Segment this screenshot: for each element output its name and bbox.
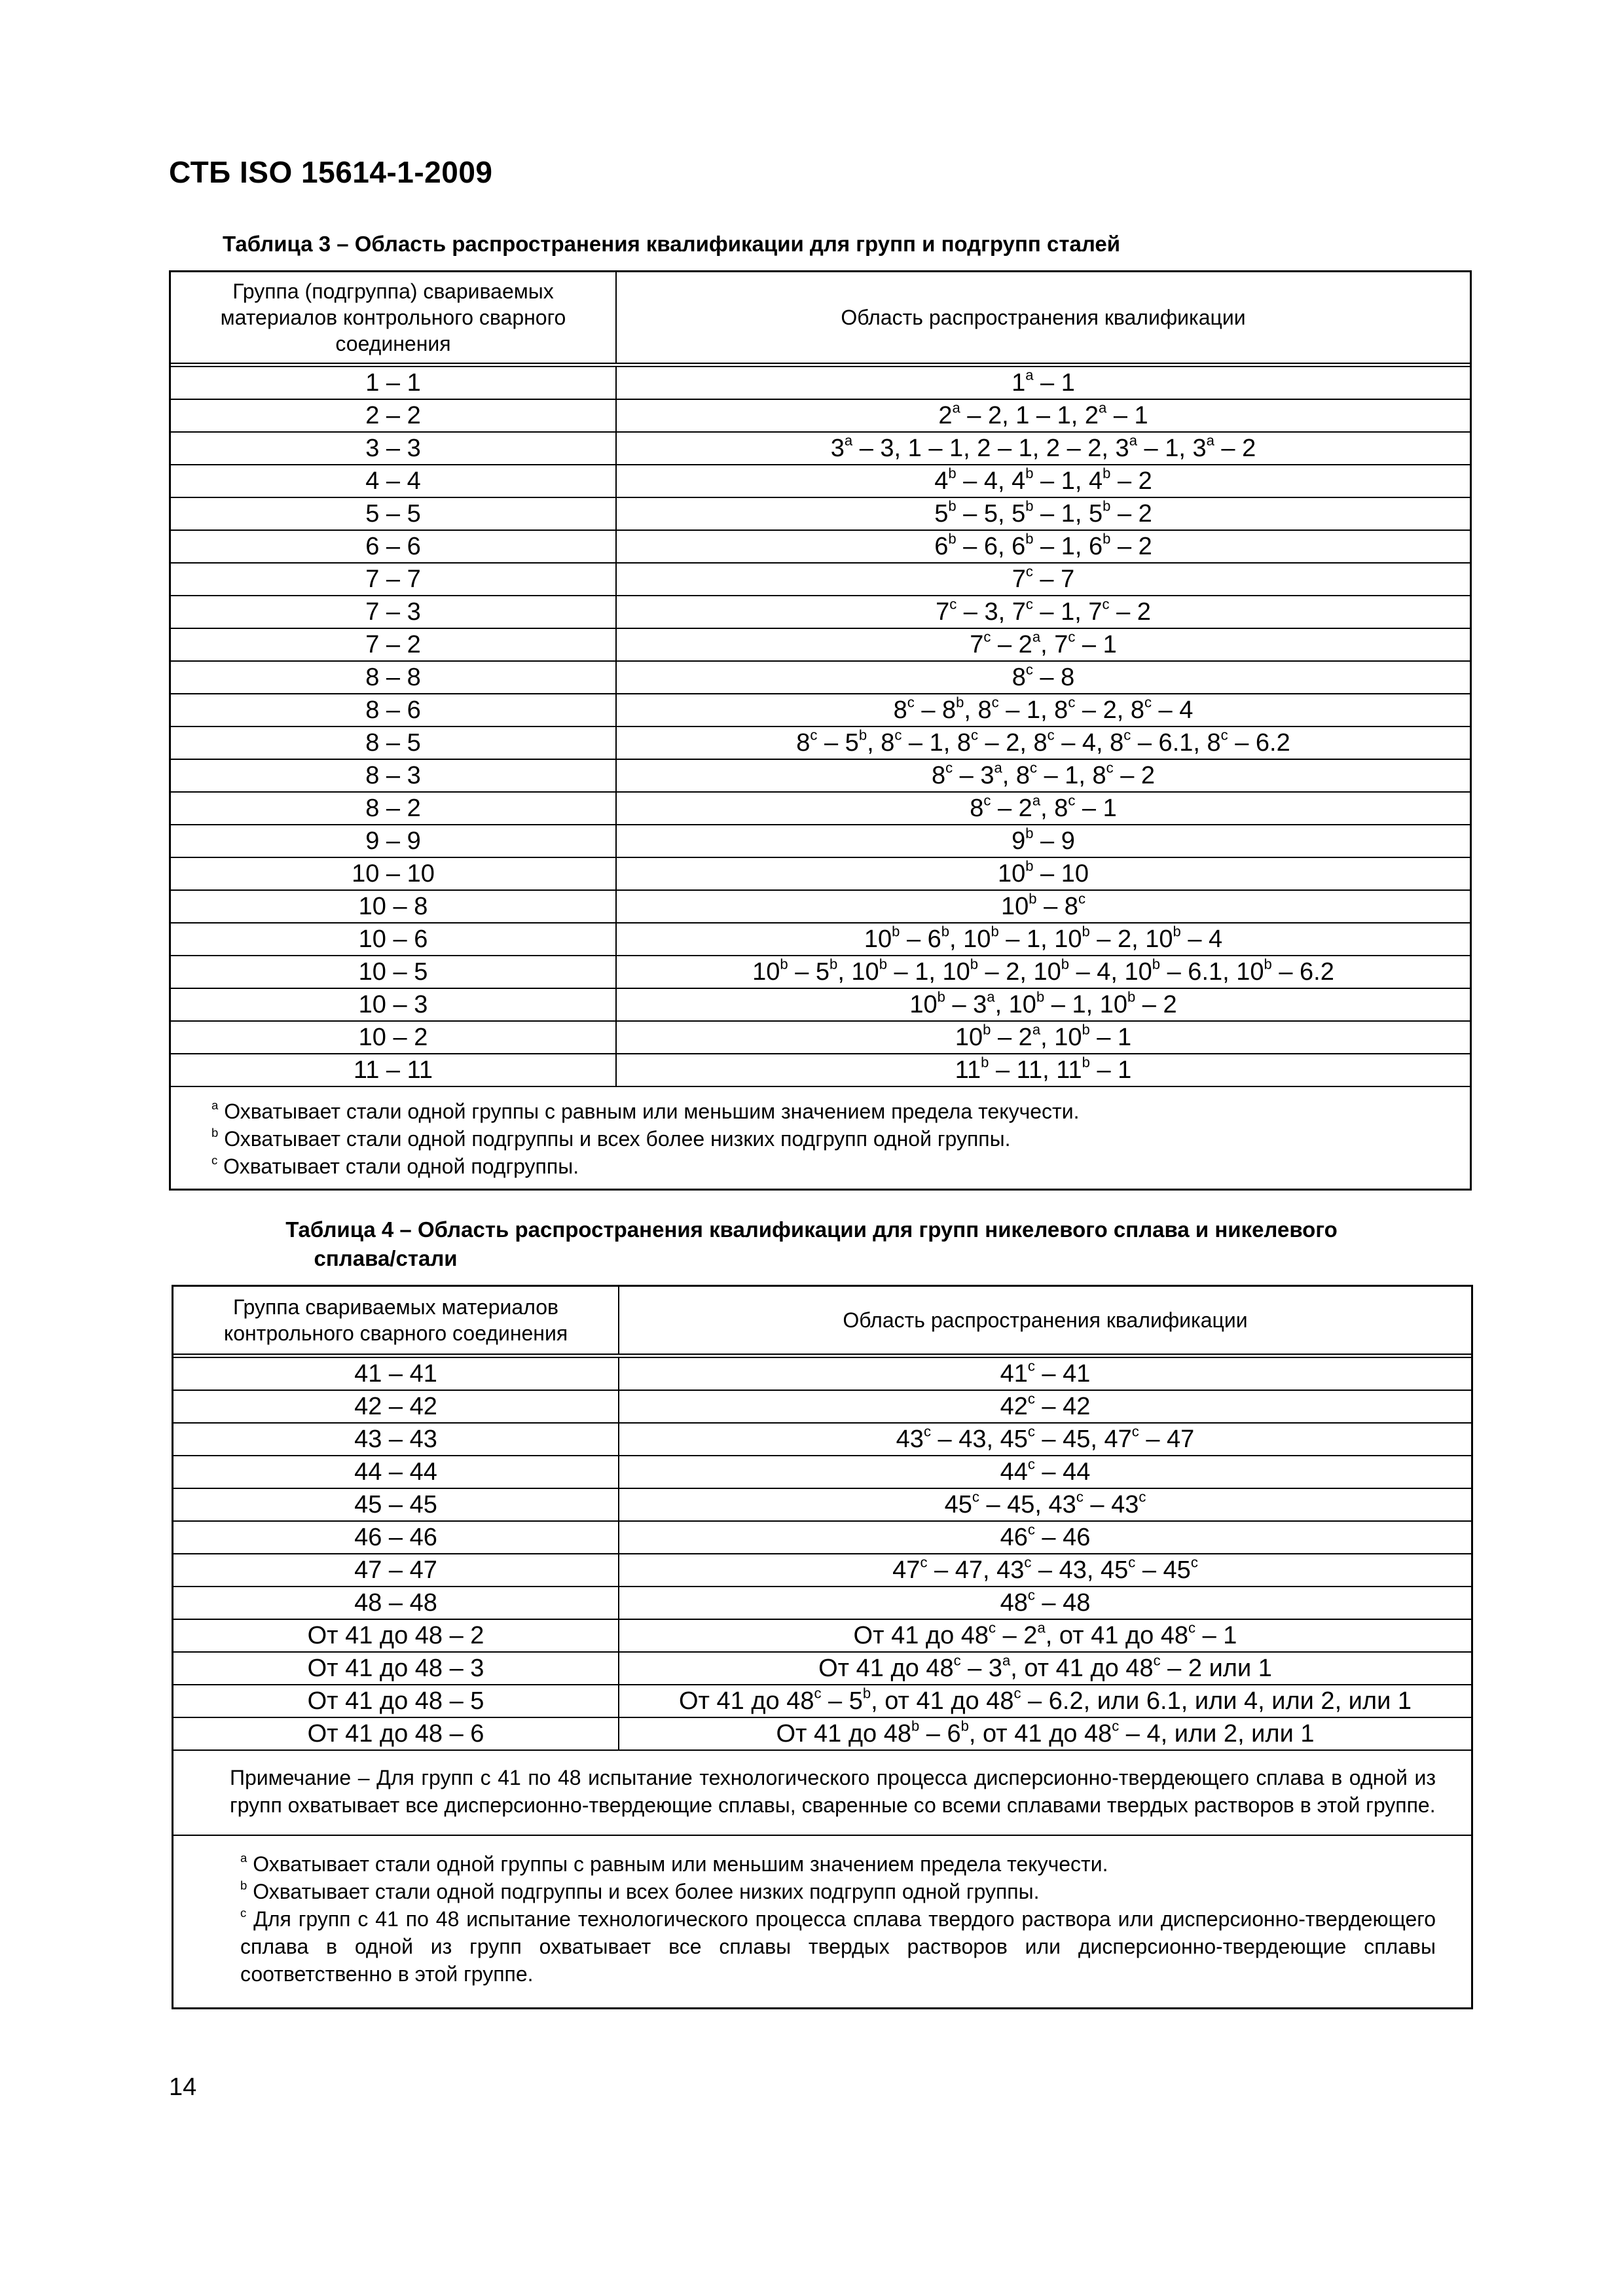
table-row xyxy=(173,1652,1471,1685)
group-cell: 7 – 7 xyxy=(171,563,616,596)
footnote: $^a$ Охватывает стали одной группы с равным или меньшим значением предела текучести. xyxy=(240,1851,1108,1876)
group-cell: 10 – 6 xyxy=(171,923,616,956)
table-row xyxy=(171,759,1470,792)
range-cell: 8$^c$ – 3$^a$, 8$^c$ – 1, 8$^c$ – 2 xyxy=(616,759,1470,792)
range-cell: 7$^c$ – 7 xyxy=(616,563,1470,596)
table4-col2-header: Область распространения квалификации xyxy=(619,1287,1471,1356)
range-cell: 43$^c$ – 43, 45$^c$ – 45, 47$^c$ – 47 xyxy=(619,1423,1471,1456)
footnote: $^a$ Охватывает стали одной группы с равным или меньшим значением предела текучести. xyxy=(211,1098,1080,1123)
table4-note: Примечание – Для групп с 41 по 48 испытание технологического процесса дисперсионно-твердеющего сплава в одной из групп охватывает все дисперсионно-твердеющие сплавы, сваренные со всеми сплавами твердых растворов в этой группе. xyxy=(173,1751,1471,1836)
table-row xyxy=(171,563,1470,596)
table-row xyxy=(171,596,1470,628)
range-cell: 10$^b$ – 6$^b$, 10$^b$ – 1, 10$^b$ – 2, 10$^b$ – 4 xyxy=(616,923,1470,956)
group-cell: От 41 до 48 – 2 xyxy=(173,1619,619,1652)
table3-footnotes xyxy=(171,1087,1470,1193)
range-cell: 8$^c$ – 8 xyxy=(616,661,1470,694)
group-cell: 11 – 11 xyxy=(171,1054,616,1086)
group-cell: 3 – 3 xyxy=(171,432,616,465)
group-cell: 10 – 10 xyxy=(171,857,616,890)
table-row xyxy=(173,1456,1471,1488)
table4-caption xyxy=(0,1215,1623,1273)
table-row xyxy=(171,1021,1470,1054)
range-cell: 11$^b$ – 11, 11$^b$ – 1 xyxy=(616,1054,1470,1086)
group-cell: 10 – 8 xyxy=(171,890,616,923)
group-cell: 5 – 5 xyxy=(171,497,616,530)
table-row xyxy=(171,857,1470,890)
group-cell: 47 – 47 xyxy=(173,1554,619,1587)
group-cell: 8 – 8 xyxy=(171,661,616,694)
group-cell: 6 – 6 xyxy=(171,530,616,563)
table-row xyxy=(171,399,1470,432)
group-cell: 9 – 9 xyxy=(171,825,616,857)
group-cell: 8 – 6 xyxy=(171,694,616,726)
range-cell: 44$^c$ – 44 xyxy=(619,1456,1471,1488)
table4-caption-line1: Таблица 4 – Область распространения квалификации для групп никелевого сплава и никелевого xyxy=(285,1217,1338,1242)
range-cell: 42$^c$ – 42 xyxy=(619,1390,1471,1423)
table-row xyxy=(171,530,1470,563)
range-cell: 8$^c$ – 5$^b$, 8$^c$ – 1, 8$^c$ – 2, 8$^c$ – 4, 8$^c$ – 6.1, 8$^c$ – 6.2 xyxy=(616,726,1470,759)
table-row xyxy=(173,1554,1471,1587)
group-cell: 42 – 42 xyxy=(173,1390,619,1423)
range-cell: 41$^c$ – 41 xyxy=(619,1356,1471,1391)
range-cell: 10$^b$ – 8$^c$ xyxy=(616,890,1470,923)
group-cell: 10 – 2 xyxy=(171,1021,616,1054)
table-row xyxy=(171,956,1470,988)
table-row xyxy=(171,792,1470,825)
range-cell: 45$^c$ – 45, 43$^c$ – 43$^c$ xyxy=(619,1488,1471,1521)
group-cell: 44 – 44 xyxy=(173,1456,619,1488)
table-row xyxy=(171,365,1470,400)
table3-col1-header: Группа (подгруппа) свариваемых материалов контрольного сварного соединения xyxy=(171,272,616,365)
range-cell: 3$^a$ – 3, 1 – 1, 2 – 1, 2 – 2, 3$^a$ – 1, 3$^a$ – 2 xyxy=(616,432,1470,465)
table-row xyxy=(171,825,1470,857)
table-row xyxy=(171,432,1470,465)
footnote: $^c$ Охватывает стали одной подгруппы. xyxy=(211,1153,579,1178)
range-cell: 1$^a$ – 1 xyxy=(616,365,1470,400)
table3-caption: Таблица 3 – Область распространения квалификации для групп и подгрупп сталей xyxy=(223,232,1121,256)
range-cell: От 41 до 48$^b$ – 6$^b$, от 41 до 48$^c$ – 4, или 2, или 1 xyxy=(619,1717,1471,1750)
group-cell: От 41 до 48 – 5 xyxy=(173,1685,619,1717)
group-cell: 8 – 2 xyxy=(171,792,616,825)
table-row xyxy=(171,694,1470,726)
table3 xyxy=(169,270,1472,1191)
table-row xyxy=(173,1390,1471,1423)
table-row xyxy=(171,497,1470,530)
table4-body xyxy=(173,1356,1471,1751)
table-row xyxy=(171,988,1470,1021)
group-cell: 46 – 46 xyxy=(173,1521,619,1554)
table-row xyxy=(171,465,1470,497)
range-cell: 6$^b$ – 6, 6$^b$ – 1, 6$^b$ – 2 xyxy=(616,530,1470,563)
table-row xyxy=(171,726,1470,759)
group-cell: 1 – 1 xyxy=(171,365,616,400)
table-row xyxy=(171,890,1470,923)
range-cell: 10$^b$ – 5$^b$, 10$^b$ – 1, 10$^b$ – 2, 10$^b$ – 4, 10$^b$ – 6.1, 10$^b$ – 6.2 xyxy=(616,956,1470,988)
table-row xyxy=(173,1685,1471,1717)
page-number: 14 xyxy=(169,2073,197,2101)
range-cell: 10$^b$ – 10 xyxy=(616,857,1470,890)
table-row xyxy=(173,1423,1471,1456)
table3-body xyxy=(171,365,1470,1087)
range-cell: 48$^c$ – 48 xyxy=(619,1587,1471,1619)
table-row xyxy=(171,661,1470,694)
group-cell: 8 – 3 xyxy=(171,759,616,792)
range-cell: 46$^c$ – 46 xyxy=(619,1521,1471,1554)
range-cell: 4$^b$ – 4, 4$^b$ – 1, 4$^b$ – 2 xyxy=(616,465,1470,497)
table-row xyxy=(173,1356,1471,1391)
range-cell: 8$^c$ – 8$^b$, 8$^c$ – 1, 8$^c$ – 2, 8$^c$ – 4 xyxy=(616,694,1470,726)
group-cell: 4 – 4 xyxy=(171,465,616,497)
table-row xyxy=(171,923,1470,956)
group-cell: 7 – 3 xyxy=(171,596,616,628)
group-cell: 41 – 41 xyxy=(173,1356,619,1391)
table-row xyxy=(173,1587,1471,1619)
table4 xyxy=(172,1285,1473,2009)
group-cell: 7 – 2 xyxy=(171,628,616,661)
table-row xyxy=(173,1717,1471,1750)
range-cell: От 41 до 48$^c$ – 3$^a$, от 41 до 48$^c$ – 2 или 1 xyxy=(619,1652,1471,1685)
range-cell: 9$^b$ – 9 xyxy=(616,825,1470,857)
standard-header: СТБ ISO 15614-1-2009 xyxy=(169,155,493,189)
footnote: $^b$ Охватывает стали одной подгруппы и всех более низких подгрупп одной группы. xyxy=(211,1126,1011,1151)
range-cell: 8$^c$ – 2$^a$, 8$^c$ – 1 xyxy=(616,792,1470,825)
group-cell: 2 – 2 xyxy=(171,399,616,432)
range-cell: 47$^c$ – 47, 43$^c$ – 43, 45$^c$ – 45$^c$ xyxy=(619,1554,1471,1587)
group-cell: 8 – 5 xyxy=(171,726,616,759)
range-cell: 7$^c$ – 2$^a$, 7$^c$ – 1 xyxy=(616,628,1470,661)
range-cell: 10$^b$ – 2$^a$, 10$^b$ – 1 xyxy=(616,1021,1470,1054)
range-cell: 5$^b$ – 5, 5$^b$ – 1, 5$^b$ – 2 xyxy=(616,497,1470,530)
table-row xyxy=(173,1521,1471,1554)
table4-col1-header: Группа свариваемых материалов контрольного сварного соединения xyxy=(173,1287,619,1356)
range-cell: 10$^b$ – 3$^a$, 10$^b$ – 1, 10$^b$ – 2 xyxy=(616,988,1470,1021)
table4-caption-line2: сплава/стали xyxy=(314,1246,458,1270)
range-cell: 7$^c$ – 3, 7$^c$ – 1, 7$^c$ – 2 xyxy=(616,596,1470,628)
group-cell: От 41 до 48 – 6 xyxy=(173,1717,619,1750)
group-cell: 10 – 3 xyxy=(171,988,616,1021)
table4-footnotes xyxy=(173,1836,1471,2001)
table3-col2-header: Область распространения квалификации xyxy=(616,272,1470,365)
table-row xyxy=(171,628,1470,661)
group-cell: 45 – 45 xyxy=(173,1488,619,1521)
range-cell: 2$^a$ – 2, 1 – 1, 2$^a$ – 1 xyxy=(616,399,1470,432)
group-cell: 43 – 43 xyxy=(173,1423,619,1456)
table-row xyxy=(173,1619,1471,1652)
table-row xyxy=(171,1054,1470,1086)
footnote: $^b$ Охватывает стали одной подгруппы и всех более низких подгрупп одной группы. xyxy=(240,1878,1040,1903)
group-cell: От 41 до 48 – 3 xyxy=(173,1652,619,1685)
table-row xyxy=(173,1488,1471,1521)
range-cell: От 41 до 48$^c$ – 2$^a$, от 41 до 48$^c$ – 1 xyxy=(619,1619,1471,1652)
range-cell: От 41 до 48$^c$ – 5$^b$, от 41 до 48$^c$ – 6.2, или 6.1, или 4, или 2, или 1 xyxy=(619,1685,1471,1717)
group-cell: 48 – 48 xyxy=(173,1587,619,1619)
footnote: $^c$ Для групп с 41 по 48 испытание технологического процесса сплава твердого раствора или дисперсионно-твердеющего сплава в одной из групп охватывает все сплавы твердых растворов или дисперсионно-твердеющие сплавы соответственно в этой группе. xyxy=(240,1906,1436,1986)
group-cell: 10 – 5 xyxy=(171,956,616,988)
